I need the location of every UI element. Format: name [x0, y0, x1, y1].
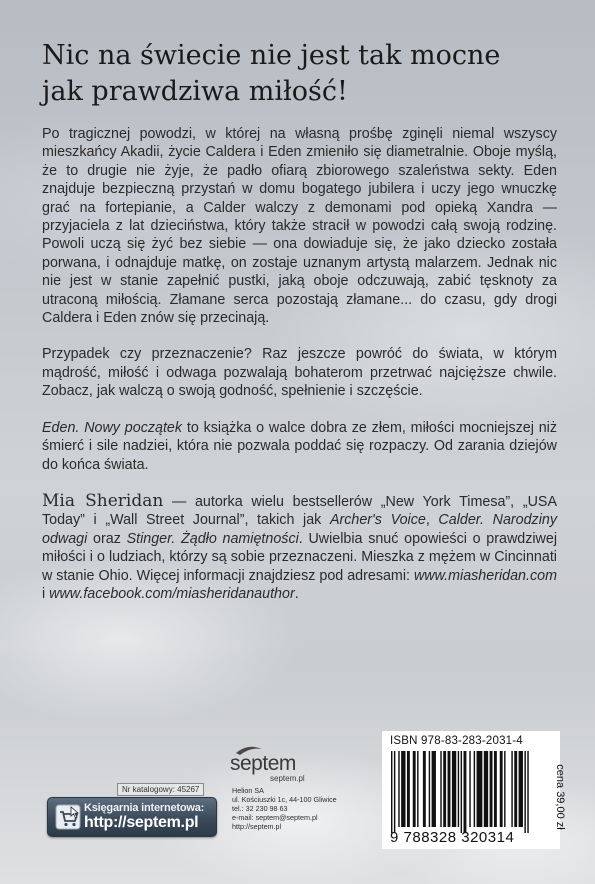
book-title-archers-voice: Archer's Voice	[329, 512, 426, 529]
barcode-bar	[407, 751, 410, 827]
barcode-bar	[484, 751, 488, 827]
book-title-stinger: Stinger. Żądło namiętności	[126, 530, 299, 547]
headline-line-2: jak prawdziwa miłość!	[42, 76, 348, 107]
author-facebook-link[interactable]: www.facebook.com/miasheridanauthor	[49, 585, 295, 602]
logo-subtext: septem.pl	[270, 774, 305, 783]
barcode-bar	[469, 751, 470, 827]
headline	[42, 38, 562, 110]
barcode-bar	[440, 751, 441, 827]
author-name: Mia Sheridan	[42, 490, 164, 511]
barcode-bar	[511, 751, 512, 827]
book-title-calder: Calder. Narodziny odwagi	[42, 512, 557, 547]
barcode-bar	[490, 751, 493, 827]
barcode-bar	[464, 751, 467, 833]
barcode-bar	[448, 751, 451, 827]
author-bio: Mia Sheridan — autorka wielu bestsellerów „New York Timesa”, „USA Today” i „Wall Street Journal”, takich jak Archer's Voice, Calder. Narodziny odwagi oraz Stinger. Żądło namiętności. Uwielbia snuć opowieści o prawdziwej miłości i o ludziach, którzy są sobie przeznaczeni. Mieszka z mężem w Cincinnati w stanie Ohio. Więcej informacji znajdziesz pod adresami: www.miasheridan.com i www.facebook.com/miasheridanauthor.	[42, 490, 557, 602]
barcode-bar	[417, 751, 418, 827]
catalog-number: Nr katalogowy: 45267	[117, 783, 204, 796]
barcode-bar	[461, 751, 462, 833]
barcode-box	[382, 731, 566, 849]
barcode-bar	[514, 751, 517, 827]
barcode-bar	[494, 751, 497, 827]
barcode-bar	[398, 751, 399, 827]
price: cena 39,00 zł	[554, 764, 566, 830]
bookstore-url-link[interactable]: http://septem.pl	[84, 814, 199, 831]
barcode-bar	[474, 751, 475, 827]
barcode-bar	[477, 751, 483, 827]
blurb	[42, 125, 557, 603]
barcode-digits: 9 788328 320314	[390, 829, 515, 846]
barcode-bar	[458, 751, 459, 827]
publisher-street: ul. Kościuszki 1c, 44-100 Gliwice	[232, 795, 337, 804]
barcode-bar	[394, 751, 395, 833]
publisher-name: Helion SA	[232, 786, 264, 795]
barcode	[388, 751, 538, 833]
bookstore-label: Księgarnia internetowa:	[84, 802, 205, 814]
barcode-bar	[432, 751, 436, 827]
blurb-paragraph-2: Przypadek czy przeznaczenie? Raz jeszcze powróć do świata, w którym mądrość, miłość i odwaga pozwalają bohaterom przetrwać najcięższe chwile. Zobacz, jak walczą o swoją godność, spełnienie i szczęście.	[42, 346, 557, 400]
barcode-bar	[500, 751, 503, 827]
shopping-cart-icon	[54, 803, 82, 831]
publisher-email[interactable]: e-mail: septem@septem.pl	[232, 813, 318, 822]
publisher-website[interactable]: http://septem.pl	[232, 822, 282, 831]
septem-logo	[228, 743, 312, 785]
barcode-bar	[524, 751, 525, 833]
barcode-bar	[391, 751, 392, 833]
blurb-paragraph-3: Eden. Nowy początek to książka o walce dobra ze złem, miłości mocniejszej niż śmierć i sile nadziei, która nie pozwala poddać się rozpaczy. Od zarania dziejów do końca świata.	[42, 419, 557, 473]
blurb-paragraph-1: Po tragicznej powodzi, w której na własną prośbę zginęli niemal wszyscy mieszkańcy Akadii, życie Caldera i Eden zmieniło się diametralnie. Oboje myślą, że to drugie nie żyje, że padło ofiarą zbiorowego szaleństwa sekty. Eden znajduje bezpieczną przystań w domu bogatego jubilera i uczy jego wnuczkę grać na fortepianie, a Calder walczy z demonami pod opieką Xandra — przyjaciela z lat dzieciństwa, który także stracił w powodzi całą swoją rodzinę. Powoli uczą się żyć bez siebie — ona dowiaduje się, że jako dziecko została porwana, i odnajduje matkę, on zostaje uznanym artystą malarzem. Jednak nic nie jest w stanie zapełnić pustki, jaką oboje odczuwają, zabić tęsknoty za utraconą miłością. Złamane serca pozostają złamane... do czasu, gdy drogi Caldera i Eden znów się przecinają.	[42, 126, 557, 327]
isbn: ISBN 978-83-283-2031-4	[390, 735, 523, 747]
publisher-phone: tel.: 32 230 98 63	[232, 804, 288, 813]
barcode-bar	[527, 751, 528, 833]
author-website-link[interactable]: www.miasheridan.com	[413, 567, 557, 584]
barcode-bar	[452, 751, 456, 827]
barcode-bar	[504, 751, 505, 827]
headline-line-1: Nic na świecie nie jest tak mocne	[42, 40, 501, 71]
barcode-bar	[413, 751, 416, 827]
barcode-bar	[401, 751, 405, 827]
barcode-bar	[429, 751, 430, 827]
barcode-bar	[443, 751, 446, 827]
barcode-bar	[519, 751, 523, 827]
logo-text: septem	[230, 752, 296, 775]
barcode-bar	[423, 751, 426, 827]
publisher-address	[232, 786, 337, 831]
online-bookstore-button[interactable]	[47, 797, 217, 837]
book-title: Eden. Nowy początek	[42, 419, 183, 436]
